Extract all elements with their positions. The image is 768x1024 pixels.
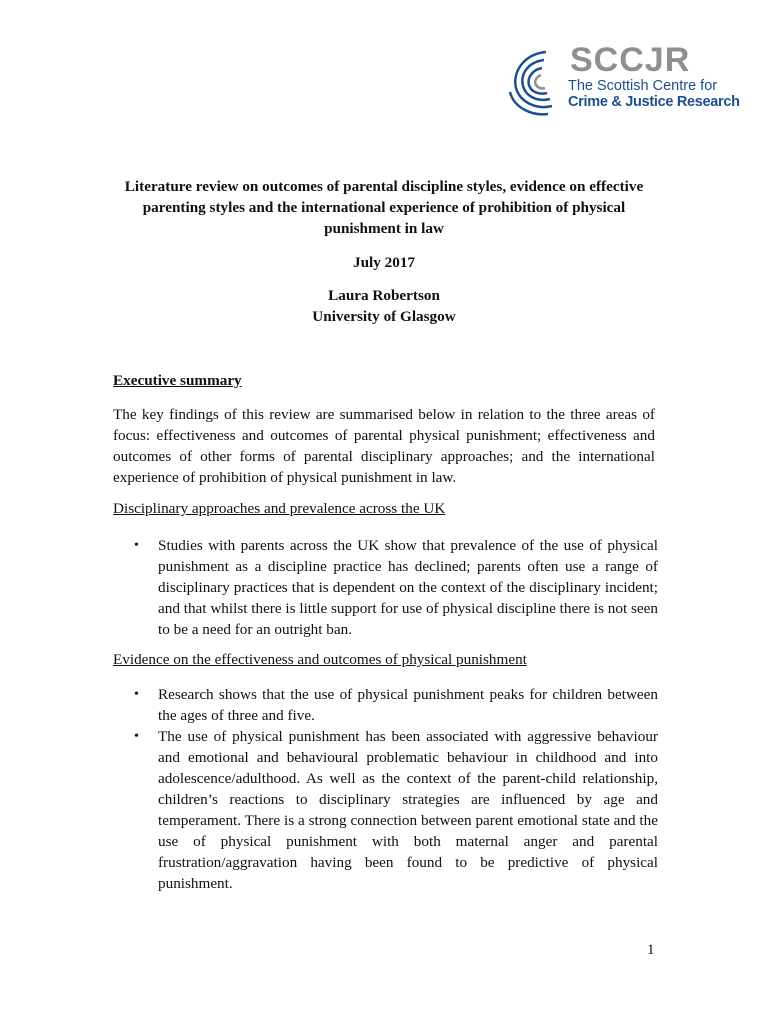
- intro-paragraph: The key findings of this review are summarised below in relation to the three areas of focus: effectiveness and outcomes of parental physical punishment; effectiveness and outcomes of other forms of parental disciplinary approaches; and the international experience of prohibition of physical punishment in law.: [113, 406, 655, 486]
- sccjr-logo: [508, 40, 738, 120]
- list-item: [113, 726, 658, 894]
- list-item: [113, 684, 658, 726]
- page-number: 1: [647, 942, 655, 958]
- logo-line-2: Crime & Justice Research: [568, 94, 740, 110]
- bullet-list: [113, 684, 658, 894]
- subsection-heading: Evidence on the effectiveness and outcomes of physical punishment: [113, 651, 527, 668]
- bullet-icon: •: [134, 729, 139, 744]
- bullet-list: [113, 535, 658, 640]
- list-item: [113, 535, 658, 640]
- logo-acronym: SCCJR: [570, 41, 691, 79]
- document-date: July 2017: [352, 254, 416, 271]
- list-item-text: Studies with parents across the UK show that prevalence of the use of physical punishment as a discipline practice has declined; parents often use a range of disciplinary practices that is dependent on the context of the disciplinary incident; and that whilst there is little support for use of physical discipline there is not seen to be a need for an outright ban.: [158, 537, 658, 638]
- logo-line-1: The Scottish Centre for: [568, 78, 718, 94]
- list-item-text: Research shows that the use of physical punishment peaks for children between the ages of three and five.: [158, 686, 658, 724]
- list-item-text: The use of physical punishment has been associated with aggressive behaviour and emotional and behavioural problematic behaviour in childhood and into adolescence/adulthood. As well as the context of the parent-child relationship, children’s reactions to disciplinary strategies are influenced by age and temperament. There is a strong connection between parent emotional state and the use of physical punishment with both maternal anger and parental frustration/aggravation having been found to be predictive of physical punishment.: [158, 728, 658, 892]
- section-heading: Executive summary: [113, 372, 242, 389]
- sccjr-swirl-icon: [508, 44, 566, 116]
- document-title: Literature review on outcomes of parental discipline styles, evidence on effective parenting styles and the international experience of prohibition of physical punishment in law: [124, 178, 644, 237]
- author-name: Laura Robertson: [328, 287, 440, 304]
- bullet-icon: •: [134, 687, 139, 702]
- bullet-icon: •: [134, 538, 139, 553]
- author-affiliation: University of Glasgow: [312, 308, 456, 325]
- author-block: [0, 285, 768, 327]
- subsection-heading: Disciplinary approaches and prevalence across the UK: [113, 500, 446, 517]
